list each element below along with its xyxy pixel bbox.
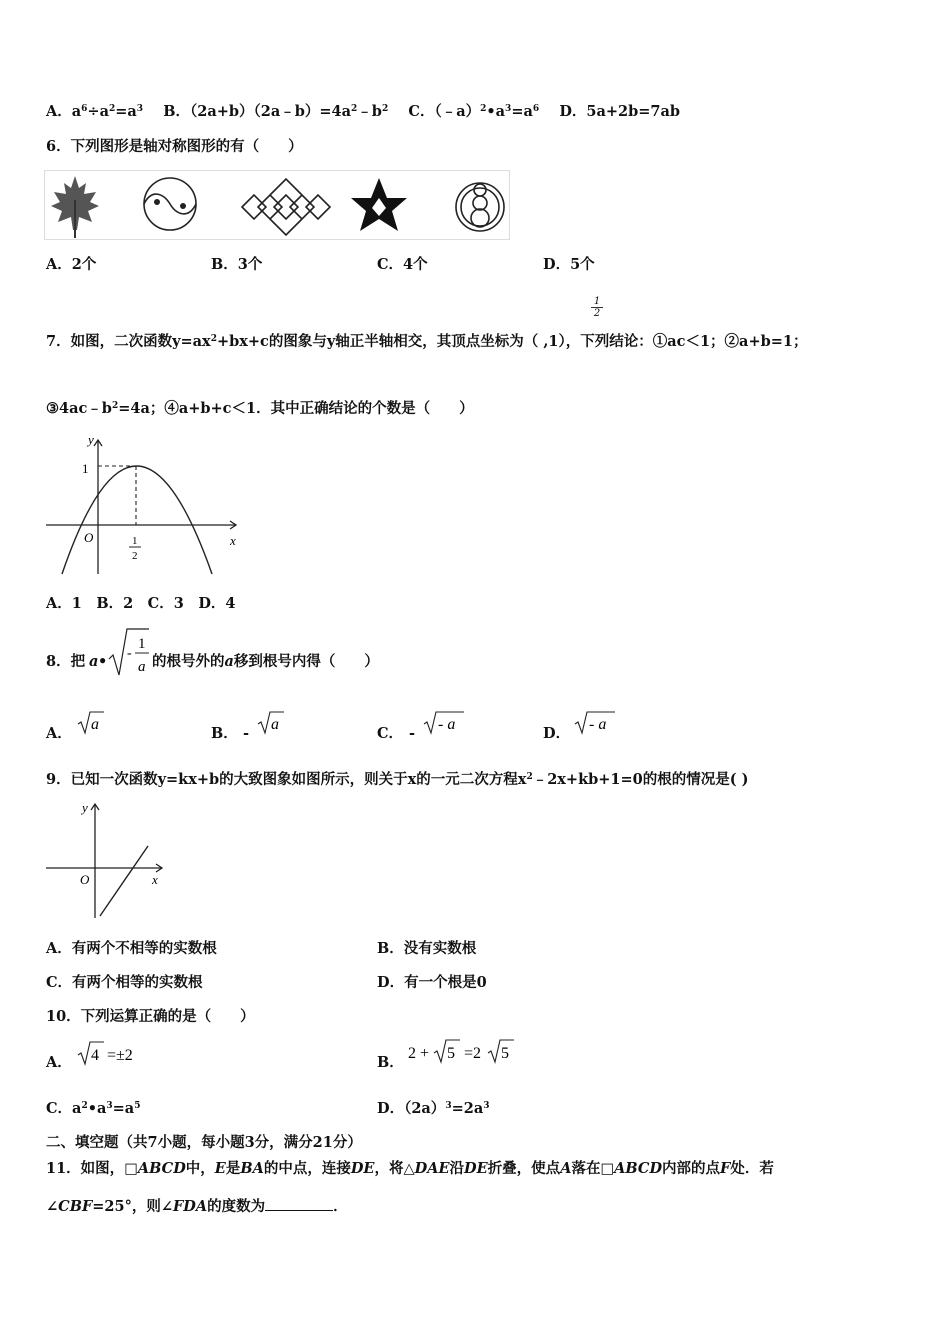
q9-option-a: A．有两个不相等的实数根	[46, 940, 217, 957]
q8-neg: -	[127, 646, 132, 661]
q10-option-b-expr	[406, 1036, 526, 1066]
q8-option-c-radical	[422, 710, 466, 736]
q6-option-d: D．5个	[543, 256, 595, 273]
y-axis-label: y	[88, 432, 94, 447]
svg-text:5: 5	[447, 1045, 455, 1062]
q6-stem: 6．下列图形是轴对称图形的有（ ）	[46, 138, 303, 155]
svg-text:- a: - a	[589, 716, 607, 733]
section-2-heading: 二、填空题（共7小题，每小题3分，满分21分）	[46, 1134, 362, 1151]
origin-label: O	[84, 530, 94, 545]
origin-label: O	[80, 872, 90, 887]
q8-a-var: a	[89, 653, 99, 670]
q8-prefix: 8．把	[46, 653, 86, 670]
maple-leaf-icon	[51, 176, 99, 238]
q7-options: A．1 B．2 C．3 D．4	[46, 595, 236, 612]
q7-parabola-graph	[44, 432, 244, 582]
yin-yang-icon	[144, 178, 196, 230]
linear-function-line	[100, 846, 148, 916]
q10-option-a-label: A．	[46, 1054, 72, 1071]
q5-option-a: A．$a^6\div a^2=a^3$	[46, 103, 144, 120]
svg-text:5: 5	[501, 1045, 509, 1062]
knot-pattern-icon	[242, 179, 330, 235]
q11-line1: 11．如图，□ABCD中，E是BA的中点，连接DE，将△DAE沿DE折叠，使点A落在□ABCD内部的点F处．若	[46, 1160, 774, 1177]
q8-dot: •	[98, 653, 108, 670]
q5-option-c: C．$(﹣a)^2•a^3=a^6$	[408, 103, 540, 120]
q10-option-a-expr	[76, 1040, 156, 1068]
q8-option-c-sign: -	[409, 725, 416, 742]
q10-option-c: C．$a^2•a^3=a^5$	[46, 1100, 141, 1117]
q10-option-d: D．$(2a)^3=2a^3$	[377, 1100, 490, 1117]
x-axis-label: x	[152, 872, 158, 887]
q8-option-b-label: B．	[211, 725, 238, 742]
vertex-y-label: 1	[82, 461, 89, 476]
q9-option-c: C．有两个相等的实数根	[46, 974, 203, 991]
vertex-x-den: 2	[132, 550, 138, 562]
svg-text:2 +: 2 +	[408, 1045, 430, 1062]
q5-option-b: B．$(2a+b)(2a﹣b)=4a^2﹣b^2$	[163, 103, 389, 120]
q8-option-d-radical	[573, 710, 617, 736]
q6-figures	[44, 170, 510, 240]
q6-option-b: B．3个	[211, 256, 263, 273]
svg-text:4: 4	[91, 1047, 99, 1064]
q8-option-d-label: D．	[543, 725, 571, 742]
q7-vertex-fraction: 1 2	[591, 296, 603, 319]
q8-suffix: 的根号外的a移到根号内得（ ）	[152, 653, 379, 670]
q6-option-c: C．4个	[377, 256, 428, 273]
q8-option-c-label: C．	[377, 725, 404, 742]
q5-options-line	[46, 103, 680, 121]
q9-stem: 9．已知一次函数y=kx+b的大致图象如图所示，则关于x的一元二次方程$x^2﹣2x+kb+1=0$的根的情况是( )	[46, 771, 749, 788]
nested-circles-icon	[456, 183, 504, 231]
y-axis-label: y	[82, 800, 88, 815]
q9-option-b: B．没有实数根	[377, 940, 477, 957]
svg-text:a: a	[91, 716, 99, 733]
q10-stem: 10．下列运算正确的是（ ）	[46, 1008, 255, 1025]
q8-den: a	[138, 659, 146, 675]
svg-text:=2: =2	[464, 1045, 482, 1062]
q6-option-a: A．2个	[46, 256, 97, 273]
q8-radical	[107, 627, 151, 679]
q9-line-graph	[44, 798, 168, 922]
q8-option-a-label: A．	[46, 725, 72, 742]
q11-line2: ∠CBF=25°，则∠FDA的度数为 ．	[46, 1198, 348, 1215]
q8-option-a-radical	[76, 710, 106, 736]
q7-stem-line2: $③4ac﹣b^2=4a$；④a+b+c＜1．其中正确结论的个数是（ ）	[46, 400, 474, 417]
q11-answer-blank[interactable]	[265, 1197, 333, 1211]
svg-text:a: a	[271, 716, 279, 733]
star-icon	[351, 178, 407, 231]
svg-text:=±2: =±2	[107, 1047, 133, 1064]
q10-option-b-label: B．	[377, 1054, 404, 1071]
q8-num: 1	[138, 636, 146, 652]
q7-stem-line1: 7．如图，二次函数$y=ax^2+bx+c$的图象与y轴正半轴相交，其顶点坐标为（ ,1），下列结论：①ac＜1；②a+b=1；	[46, 333, 808, 350]
svg-text:- a: - a	[438, 716, 456, 733]
vertex-x-num: 1	[132, 535, 138, 547]
q8-option-b-sign: -	[243, 725, 250, 742]
q5-option-d: D．5a+2b=7ab	[559, 103, 681, 120]
q8-option-b-radical	[256, 710, 286, 736]
x-axis-label: x	[230, 533, 236, 548]
q9-option-d: D．有一个根是0	[377, 974, 487, 991]
